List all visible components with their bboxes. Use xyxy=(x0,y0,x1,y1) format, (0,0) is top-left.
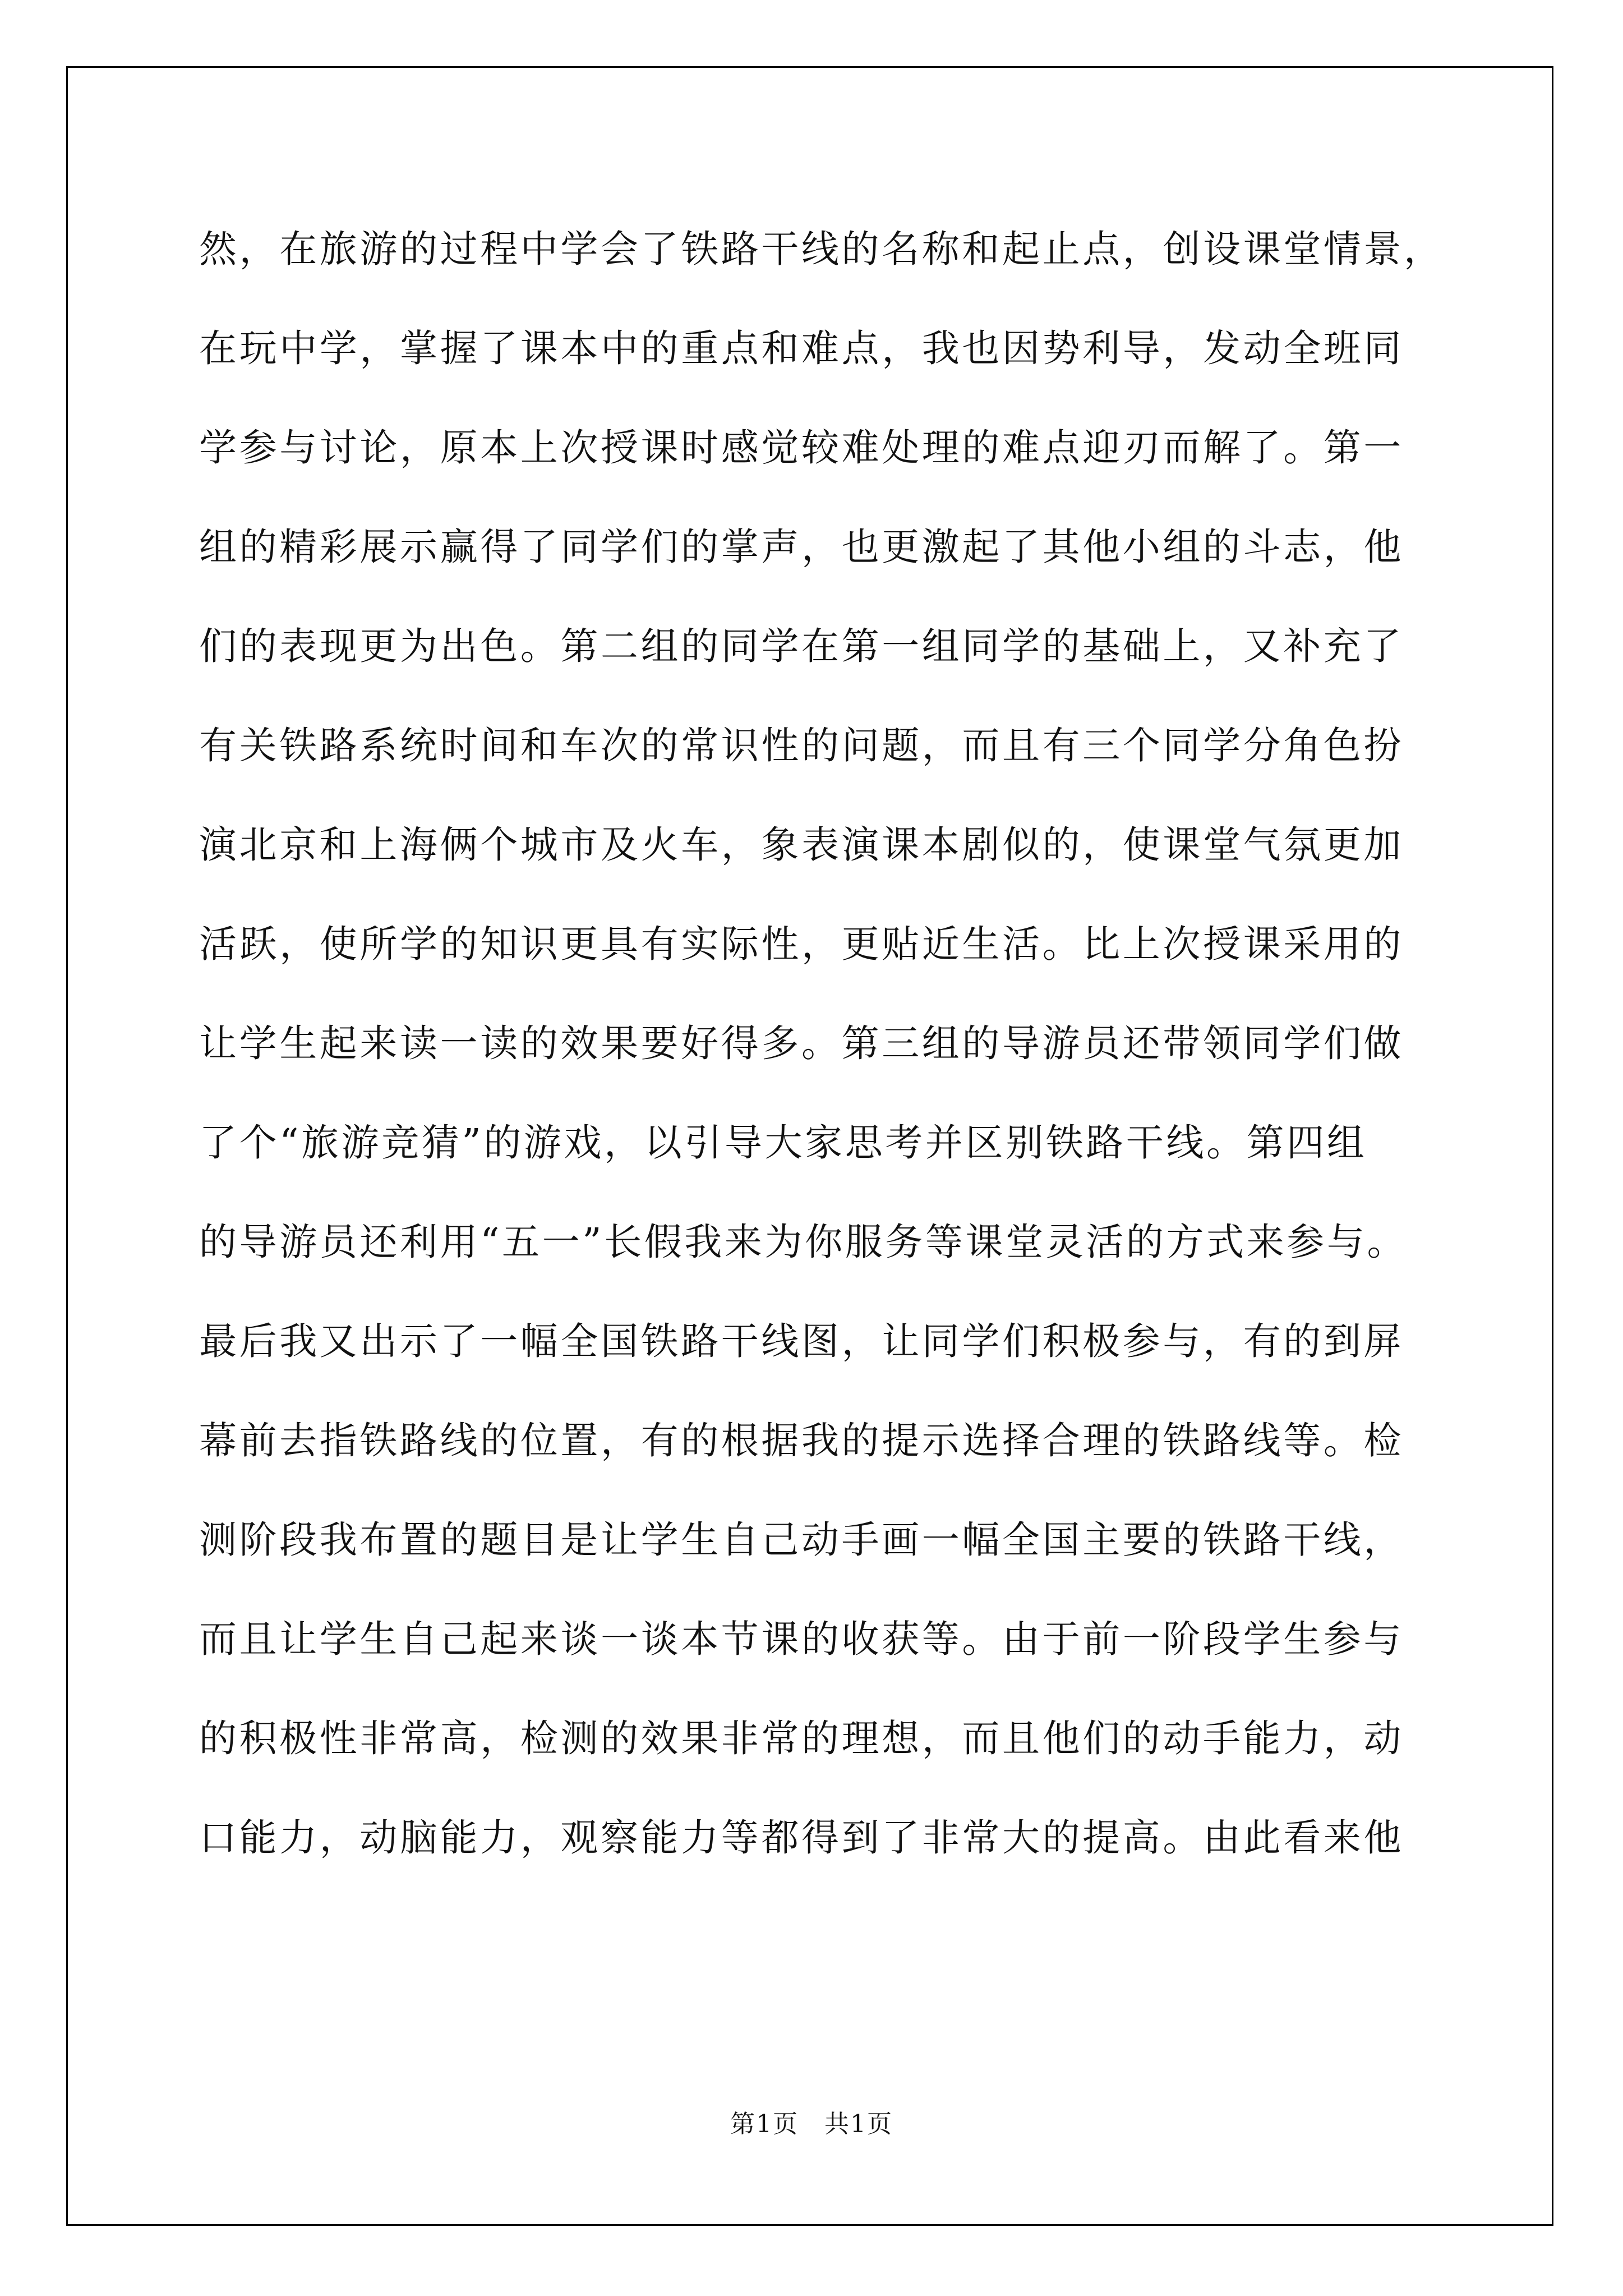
text-line: 让学生起来读一读的效果要好得多。第三组的导游员还带领同学们做 xyxy=(199,1022,1404,1065)
text-line: 们的表现更为出色。第二组的同学在第一组同学的基础上，又补充了 xyxy=(199,624,1404,668)
text-line: 有关铁路系统时间和车次的常识性的问题，而且有三个同学分角色扮 xyxy=(199,724,1404,767)
text-line: 演北京和上海俩个城市及火车，象表演课本剧似的，使课堂气氛更加 xyxy=(199,823,1404,867)
text-line: 口能力，动脑能力，观察能力等都得到了非常大的提高。由此看来他 xyxy=(199,1816,1404,1860)
text-line: 组的精彩展示赢得了同学们的掌声，也更激起了其他小组的斗志，他 xyxy=(199,525,1404,569)
document-body xyxy=(199,216,1453,1904)
text-line: 学参与讨论，原本上次授课时感觉较难处理的难点迎刃而解了。第一 xyxy=(199,426,1404,470)
text-line: 幕前去指铁路线的位置，有的根据我的提示选择合理的铁路线等。检 xyxy=(199,1419,1404,1462)
text-line: 的积极性非常高，检测的效果非常的理想，而且他们的动手能力，动 xyxy=(199,1717,1404,1760)
text-line: 测阶段我布置的题目是让学生自己动手画一幅全国主要的铁路干线， xyxy=(199,1518,1404,1562)
text-line: 而且让学生自己起来谈一谈本节课的收获等。由于前一阶段学生参与 xyxy=(199,1617,1404,1661)
text-line: 最后我又出示了一幅全国铁路干线图，让同学们积极参与，有的到屏 xyxy=(199,1319,1404,1363)
text-line: 然，在旅游的过程中学会了铁路干线的名称和起止点，创设课堂情景， xyxy=(199,227,1444,271)
text-line: 了个“旅游竞猜”的游戏，以引导大家思考并区别铁路干线。第四组 xyxy=(199,1121,1367,1165)
text-line: 在玩中学，掌握了课本中的重点和难点，我也因势利导，发动全班同 xyxy=(199,326,1404,370)
page-footer: 第1页 共1页 xyxy=(730,2110,893,2138)
text-line: 活跃，使所学的知识更具有实际性，更贴近生活。比上次授课采用的 xyxy=(199,922,1404,966)
text-line: 的导游员还利用“五一”长假我来为你服务等课堂灵活的方式来参与。 xyxy=(199,1220,1408,1264)
